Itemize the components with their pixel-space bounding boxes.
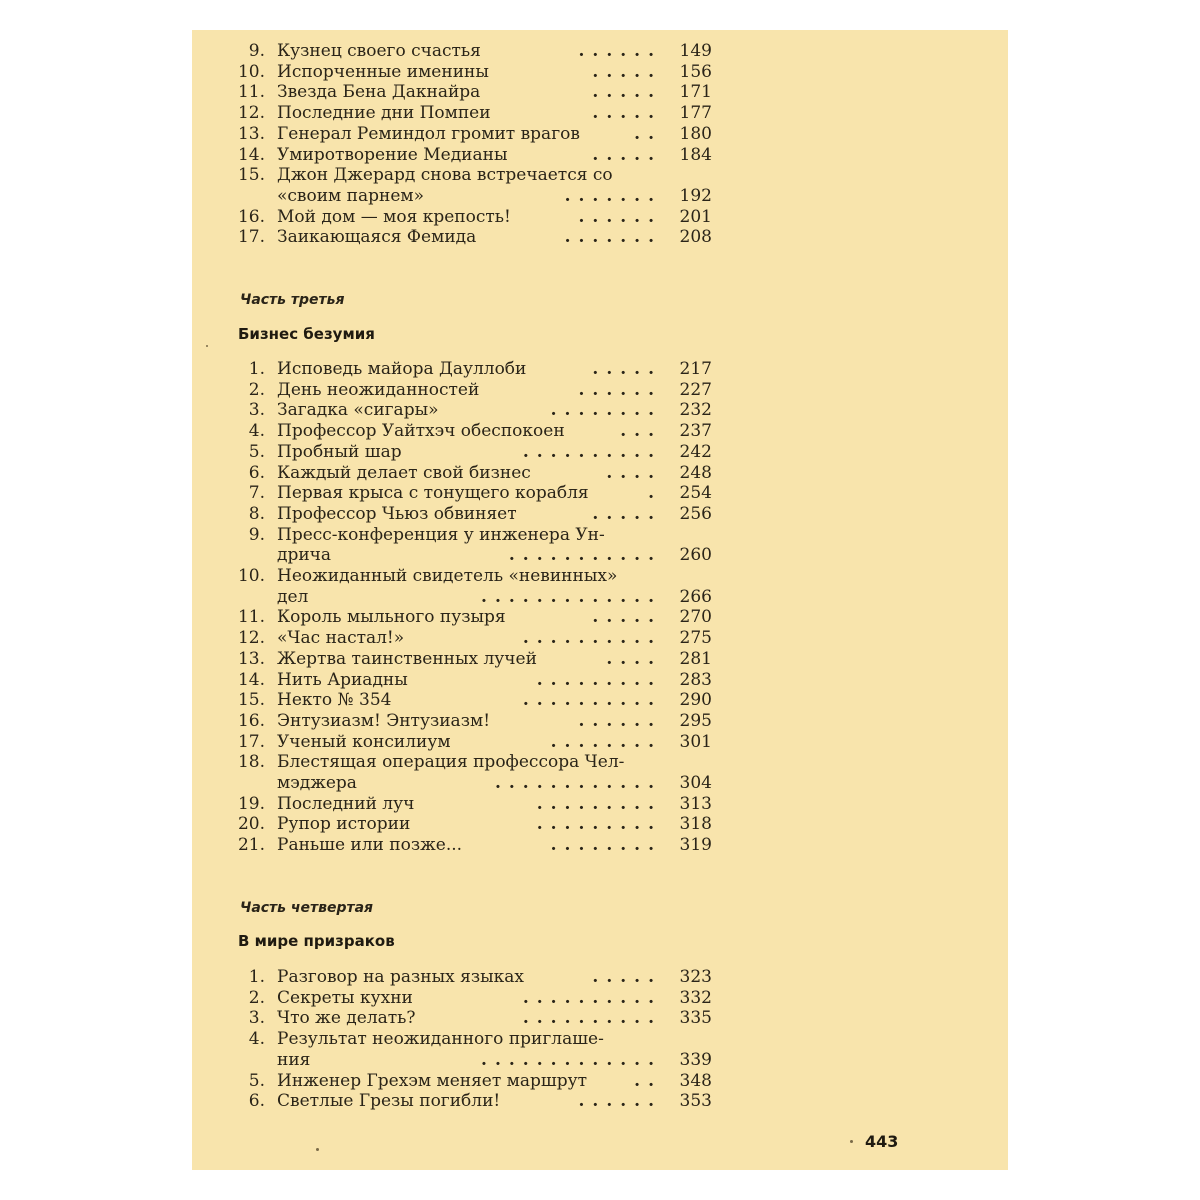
toc-entry-number: 13. — [237, 648, 265, 669]
toc-entry — [192, 987, 712, 1009]
toc-entry-number: 12. — [237, 628, 265, 649]
toc-entry — [192, 102, 712, 124]
toc-entry-number: 2. — [248, 379, 265, 400]
leader-dots: ..... — [592, 82, 662, 103]
part3-title: Бизнес безумия — [238, 325, 375, 343]
toc-entry-title: Раньше или позже... — [277, 835, 463, 856]
toc-entry-title-continued: ния — [277, 1049, 311, 1070]
toc-entry — [192, 226, 712, 248]
toc-entry-number: 10. — [237, 61, 265, 82]
toc-entry-continuation — [192, 772, 712, 794]
leader-dots: ........ — [550, 731, 662, 752]
leader-dots: ... — [620, 421, 662, 442]
toc-entry — [192, 689, 712, 711]
toc-entry-title: Пресс-конференция у инженера Ун- — [277, 524, 605, 545]
toc-entry-number: 13. — [237, 123, 265, 144]
leader-dots: ......... — [536, 814, 662, 835]
toc-entry-page: 304 — [679, 773, 712, 793]
toc-entry-page: 156 — [679, 61, 712, 82]
toc-entry-number: 16. — [237, 710, 265, 731]
toc-entry — [192, 441, 712, 463]
toc-entry-title: Исповедь майора Дауллоби — [277, 359, 527, 379]
toc-entry-number: 14. — [237, 144, 265, 165]
toc-entry — [192, 751, 712, 773]
toc-entry — [192, 40, 712, 62]
toc-entry-title-continued: дел — [277, 586, 309, 607]
toc-entry — [192, 482, 712, 504]
toc-entry-number: 1. — [248, 967, 265, 987]
toc-entry-page: 339 — [679, 1049, 712, 1070]
toc-entry-page: 332 — [679, 987, 712, 1008]
toc-entry-title: Что же делать? — [277, 1008, 416, 1029]
toc-entry-number: 17. — [237, 731, 265, 752]
toc-entry-number: 4. — [248, 1029, 265, 1050]
leader-dots: ...... — [578, 379, 662, 400]
leader-dots: ...... — [578, 710, 662, 731]
toc-entry-title: Профессор Чьюз обвиняет — [277, 503, 517, 524]
toc-entry-title: Пробный шар — [277, 441, 402, 462]
toc-entry-page: 323 — [679, 967, 712, 987]
leader-dots: ........ — [550, 400, 662, 421]
toc-entry — [192, 379, 712, 401]
toc-entry — [192, 669, 712, 691]
leader-dots: ..... — [592, 607, 662, 628]
toc-entry-number: 11. — [237, 607, 265, 628]
toc-entry-number: 14. — [237, 669, 265, 690]
toc-entry-title: Последний луч — [277, 793, 415, 814]
toc-entry-continuation — [192, 544, 712, 566]
toc-entry-title: Кузнец своего счастья — [277, 41, 481, 61]
leader-dots: ......... — [536, 793, 662, 814]
part4-title: В мире призраков — [238, 932, 395, 950]
toc-entry-title: Нить Ариадны — [277, 669, 408, 690]
toc-entry-number: 18. — [237, 752, 265, 773]
toc-entry-number: 4. — [248, 421, 265, 442]
toc-entry — [192, 358, 712, 380]
toc-entry-title: Жертва таинственных лучей — [277, 648, 537, 669]
toc-entry — [192, 966, 712, 988]
toc-entry-continuation — [192, 185, 712, 207]
toc-entry-number: 16. — [237, 206, 265, 227]
toc-entry-number: 9. — [248, 41, 265, 61]
leader-dots: .......... — [522, 441, 662, 462]
toc-entry-page: 290 — [679, 690, 712, 711]
part4-label: Часть четвертая — [240, 900, 374, 916]
toc-entry-page: 201 — [679, 206, 712, 227]
toc-entry-page: 248 — [679, 462, 712, 483]
toc-entry-title: Разговор на разных языках — [277, 967, 524, 987]
toc-entry-number: 15. — [237, 165, 265, 186]
toc-entry-page: 301 — [679, 731, 712, 752]
toc-entry-page: 260 — [679, 545, 712, 566]
leader-dots: ............. — [481, 1049, 662, 1070]
leader-dots: ..... — [592, 103, 662, 124]
toc-entry-title: Испорченные именины — [277, 61, 489, 82]
toc-entry-title: Энтузиазм! Энтузиазм! — [277, 710, 491, 731]
leader-dots: .......... — [522, 1008, 662, 1029]
toc-entry-title: Звезда Бена Дакнайра — [277, 82, 481, 103]
toc-entry-page: 208 — [679, 227, 712, 248]
toc-entry-title: Король мыльного пузыря — [277, 607, 506, 628]
toc-entry-page: 237 — [679, 421, 712, 442]
toc-entry-title: Профессор Уайтхэч обеспокоен — [277, 421, 565, 442]
toc-entry — [192, 144, 712, 166]
paper-speck — [206, 345, 208, 347]
toc-entry-number: 5. — [248, 1070, 265, 1091]
toc-entry-number: 12. — [237, 103, 265, 124]
toc-entry — [192, 793, 712, 815]
toc-entry-number: 10. — [237, 566, 265, 586]
leader-dots: ..... — [592, 359, 662, 379]
toc-entry-title-continued: дрича — [277, 545, 332, 566]
part3-label: Часть третья — [240, 292, 345, 308]
toc-entry — [192, 524, 712, 546]
toc-entry-continuation — [192, 586, 712, 608]
toc-entry — [192, 1007, 712, 1029]
toc-entry-title: День неожиданностей — [277, 379, 480, 400]
leader-dots: .. — [634, 1070, 662, 1091]
leader-dots: .......... — [522, 987, 662, 1008]
toc-entry-page: 232 — [679, 400, 712, 421]
toc-entry-number: 5. — [248, 441, 265, 462]
toc-entry-page: 270 — [679, 607, 712, 628]
leader-dots: ....... — [564, 185, 662, 206]
toc-entry-page: 348 — [679, 1070, 712, 1091]
leader-dots: .......... — [522, 690, 662, 711]
toc-entry-title: Светлые Грезы погибли! — [277, 1091, 501, 1112]
paper-speck — [316, 1148, 319, 1151]
toc-entry-page: 177 — [679, 103, 712, 124]
toc-entry — [192, 606, 712, 628]
toc-entry-title: Рупор истории — [277, 814, 411, 835]
toc-entry — [192, 648, 712, 670]
toc-entry-number: 21. — [237, 835, 265, 856]
toc-entry-number: 11. — [237, 82, 265, 103]
leader-dots: ..... — [592, 61, 662, 82]
toc-entry-page: 184 — [679, 144, 712, 165]
toc-entry-title-continued: мэджера — [277, 773, 357, 793]
toc-entry — [192, 565, 712, 587]
toc-entry-number: 20. — [237, 814, 265, 835]
leader-dots: ............ — [494, 773, 662, 793]
leader-dots: .. — [634, 123, 662, 144]
leader-dots: ..... — [592, 144, 662, 165]
toc-entry — [192, 399, 712, 421]
toc-entry — [192, 123, 712, 145]
toc-entry-title: Мой дом — моя крепость! — [277, 206, 511, 227]
toc-entry-number: 15. — [237, 690, 265, 711]
toc-entry — [192, 834, 712, 856]
page-number: 443 — [865, 1132, 899, 1151]
toc-entry-title: Умиротворение Медианы — [277, 144, 508, 165]
toc-entry-page: 275 — [679, 628, 712, 649]
toc-entry-title: Инженер Грехэм меняет маршрут — [277, 1070, 588, 1091]
leader-dots: ............. — [481, 586, 662, 607]
toc-entry-number: 17. — [237, 227, 265, 248]
leader-dots: . — [648, 483, 662, 504]
leader-dots: ...... — [578, 206, 662, 227]
leader-dots: .... — [606, 462, 662, 483]
leader-dots: ........ — [550, 835, 662, 856]
toc-entry-number: 8. — [248, 503, 265, 524]
toc-entry — [192, 1070, 712, 1092]
toc-entry — [192, 81, 712, 103]
toc-entry-page: 335 — [679, 1008, 712, 1029]
leader-dots: ..... — [592, 503, 662, 524]
toc-entry-page: 313 — [679, 793, 712, 814]
leader-dots: .......... — [522, 628, 662, 649]
toc-entry-title-continued: «своим парнем» — [277, 185, 425, 206]
toc-entry-page: 242 — [679, 441, 712, 462]
leader-dots: ...... — [578, 41, 662, 61]
toc-entry-page: 319 — [679, 835, 712, 856]
toc-entry-title: Генерал Реминдол громит врагов — [277, 123, 580, 144]
leader-dots: ..... — [592, 967, 662, 987]
toc-entry — [192, 61, 712, 83]
toc-entry — [192, 206, 712, 228]
toc-entry-page: 266 — [679, 586, 712, 607]
toc-entry — [192, 1028, 712, 1050]
toc-entry-page: 318 — [679, 814, 712, 835]
toc-entry-page: 295 — [679, 710, 712, 731]
toc-entry — [192, 1090, 712, 1112]
toc-entry — [192, 710, 712, 732]
toc-entry-title: Загадка «сигары» — [277, 400, 439, 421]
toc-entry-page: 149 — [679, 41, 712, 61]
toc-entry-title: Джон Джерард снова встречается со — [277, 165, 613, 186]
toc-entry-title: «Час настал!» — [277, 628, 405, 649]
toc-entry-number: 7. — [248, 483, 265, 504]
leader-dots: ....... — [564, 227, 662, 248]
toc-entry-title: Блестящая операция профессора Чел- — [277, 752, 625, 773]
toc-entry-title: Секреты кухни — [277, 987, 413, 1008]
toc-entry-title: Первая крыса с тонущего корабля — [277, 483, 589, 504]
toc-entry-page: 180 — [679, 123, 712, 144]
toc-entry-page: 227 — [679, 379, 712, 400]
toc-entry-title: Неожиданный свидетель «невинных» — [277, 566, 618, 586]
toc-entry-page: 254 — [679, 483, 712, 504]
paper-speck — [850, 1140, 853, 1143]
leader-dots: ...... — [578, 1091, 662, 1112]
toc-entry-title: Заикающаяся Фемида — [277, 227, 477, 248]
toc-entry-number: 3. — [248, 1008, 265, 1029]
toc-entry-page: 171 — [679, 82, 712, 103]
toc-entry-page: 256 — [679, 503, 712, 524]
toc-entry — [192, 627, 712, 649]
toc-entry — [192, 420, 712, 442]
toc-entry-number: 19. — [237, 793, 265, 814]
leader-dots: ........... — [508, 545, 662, 566]
toc-entry-number: 9. — [248, 524, 265, 545]
toc-entry-number: 3. — [248, 400, 265, 421]
toc-entry — [192, 164, 712, 186]
toc-entry-title: Каждый делает свой бизнес — [277, 462, 531, 483]
toc-entry-title: Некто № 354 — [277, 690, 392, 711]
toc-entry-page: 192 — [679, 185, 712, 206]
toc-entry-page: 353 — [679, 1091, 712, 1112]
toc-entry-number: 6. — [248, 1091, 265, 1112]
toc-entry-title: Результат неожиданного приглаше- — [277, 1029, 604, 1050]
toc-entry-continuation — [192, 1049, 712, 1071]
toc-entry-title: Ученый консилиум — [277, 731, 451, 752]
leader-dots: .... — [606, 648, 662, 669]
toc-entry — [192, 731, 712, 753]
toc-entry-page: 283 — [679, 669, 712, 690]
toc-entry-number: 1. — [248, 359, 265, 379]
toc-entry — [192, 813, 712, 835]
toc-entry-number: 6. — [248, 462, 265, 483]
toc-entry — [192, 462, 712, 484]
toc-entry-page: 281 — [679, 648, 712, 669]
toc-entry-title: Последние дни Помпеи — [277, 103, 491, 124]
toc-entry-number: 2. — [248, 987, 265, 1008]
toc-entry — [192, 503, 712, 525]
toc-entry-page: 217 — [679, 359, 712, 379]
leader-dots: ......... — [536, 669, 662, 690]
